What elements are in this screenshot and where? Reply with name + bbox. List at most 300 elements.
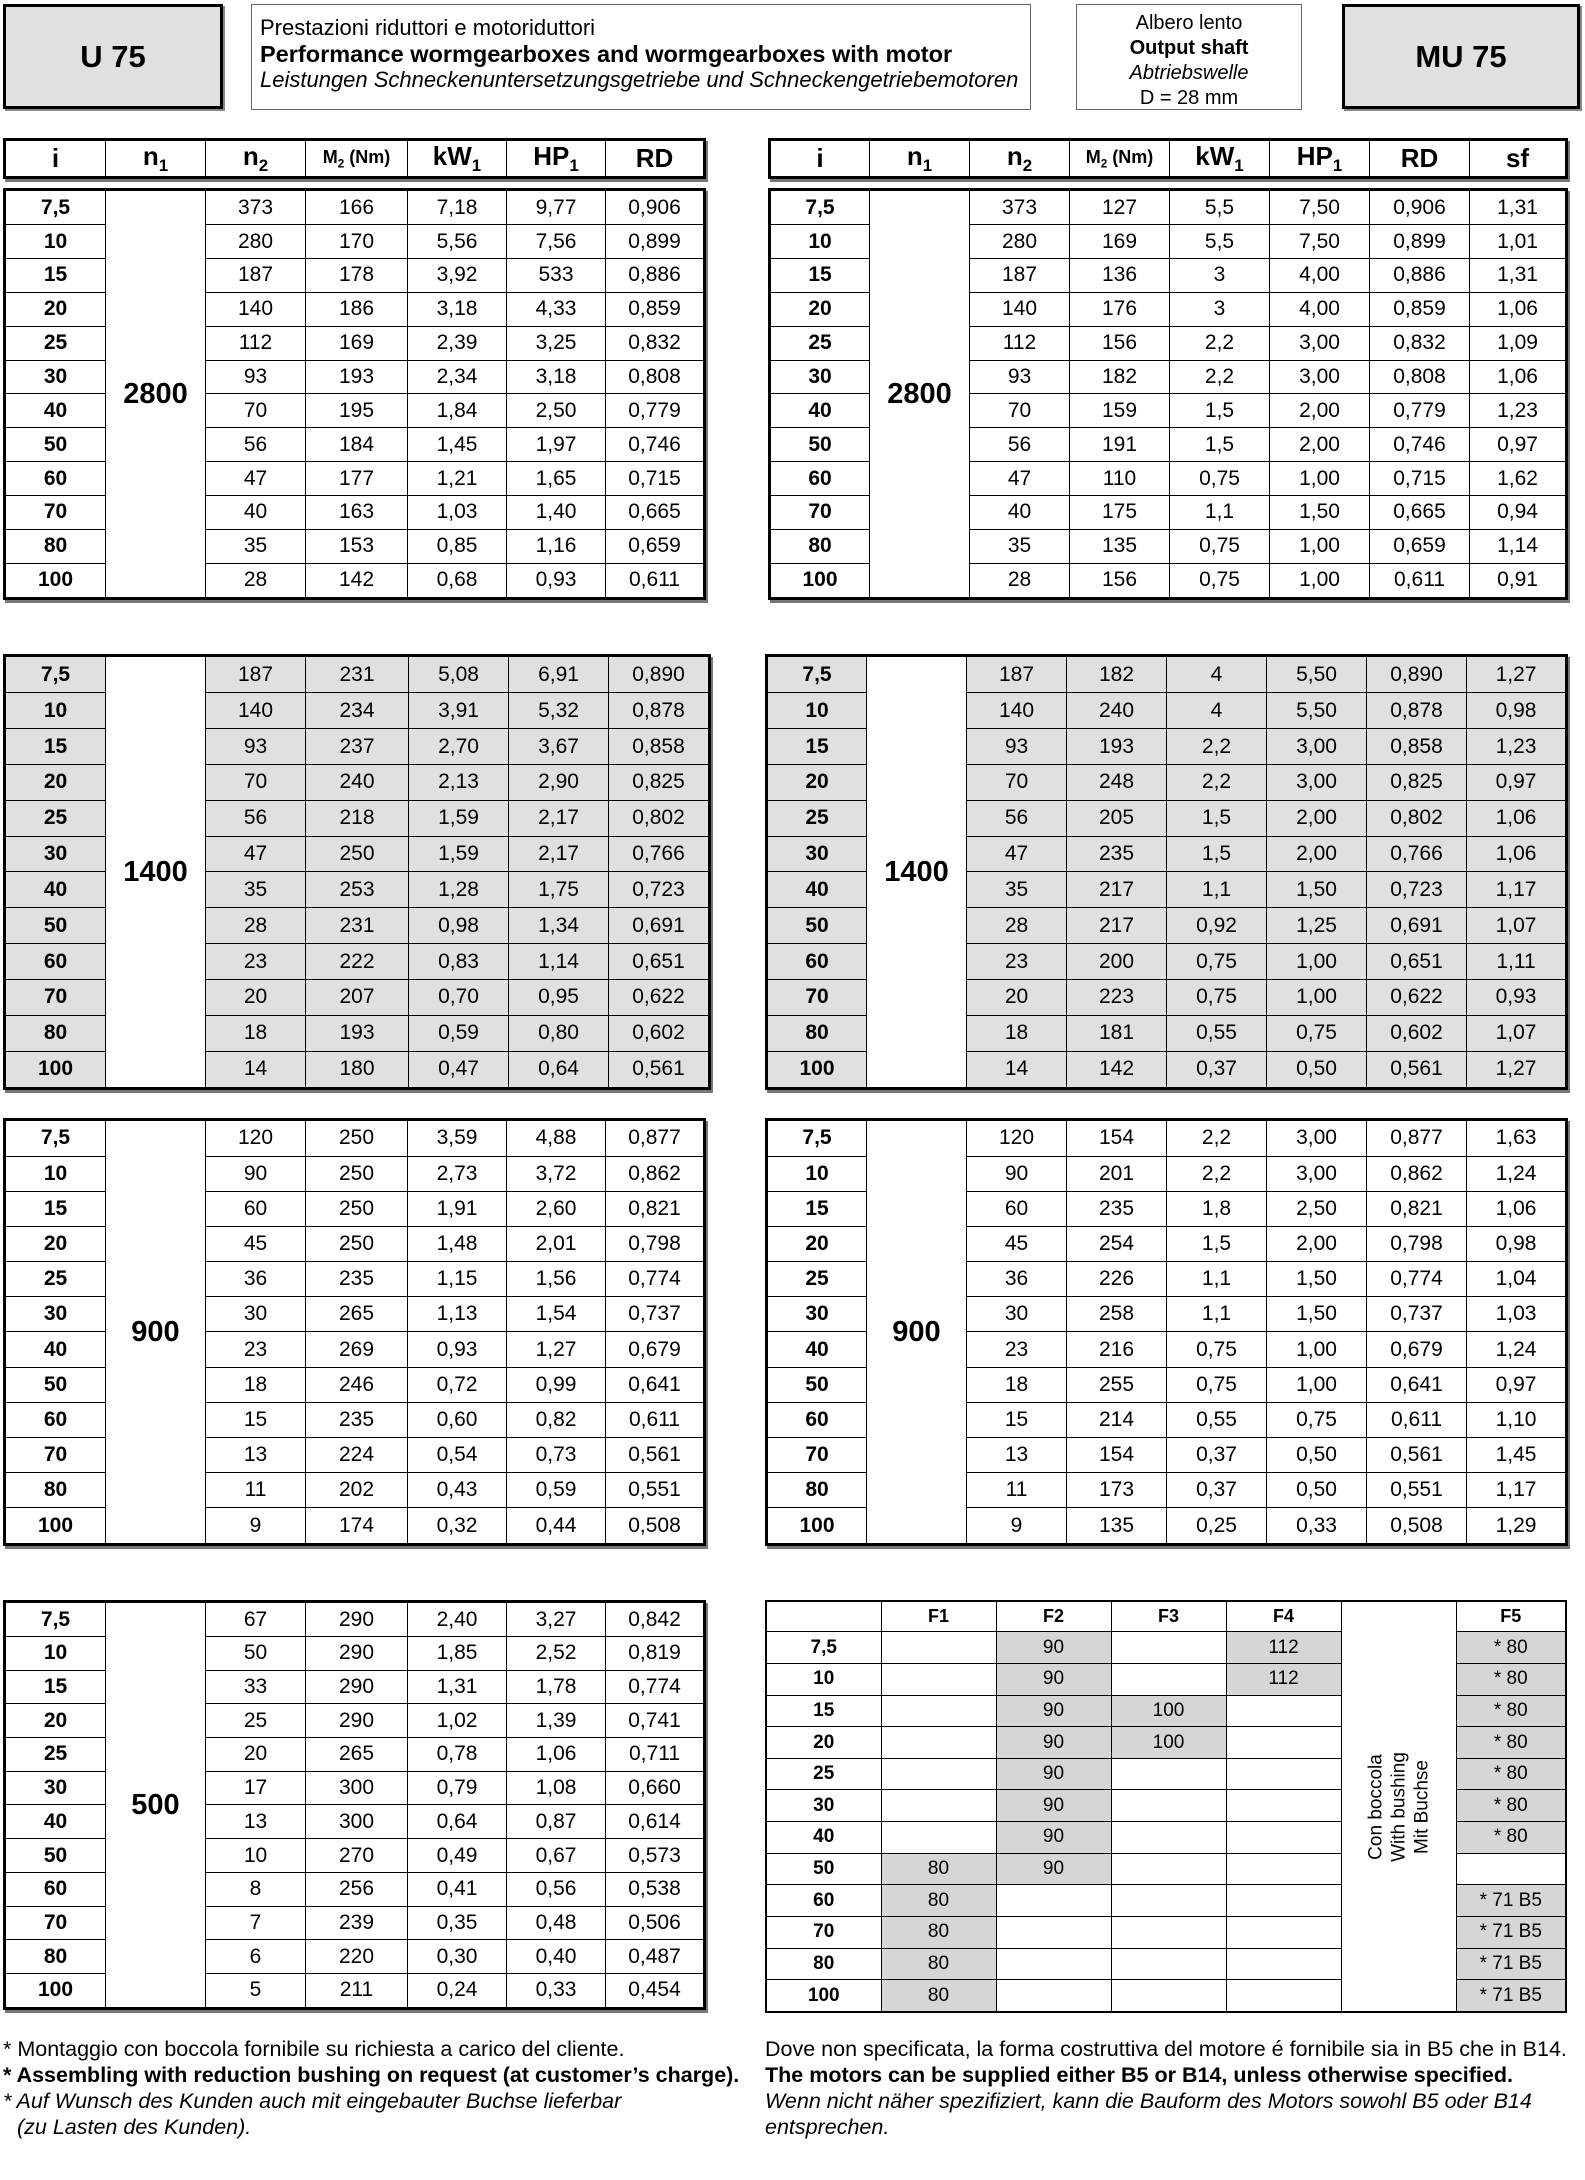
value-cell: 93 xyxy=(206,729,306,765)
value-cell: 70 xyxy=(206,764,306,800)
value-cell: 0,55 xyxy=(1167,1402,1267,1437)
flange-header-f5: F5 xyxy=(1456,1601,1566,1632)
value-cell: 0,691 xyxy=(609,908,710,944)
right-code-box xyxy=(1342,4,1580,109)
value-cell: 1,06 xyxy=(1470,360,1567,394)
value-cell: 3,18 xyxy=(507,360,606,394)
value-cell: 1,84 xyxy=(408,394,507,428)
value-cell: 0,746 xyxy=(1370,428,1470,462)
value-cell: 256 xyxy=(306,1872,408,1906)
value-cell: 231 xyxy=(306,656,409,693)
value-cell: 0,75 xyxy=(1170,529,1270,563)
value-cell: 0,611 xyxy=(1370,563,1470,598)
ratio-cell: 40 xyxy=(766,1822,881,1854)
value-cell: 60 xyxy=(206,1191,306,1226)
value-cell: 20 xyxy=(206,1738,306,1772)
ratio-cell: 80 xyxy=(767,1015,867,1051)
value-cell: 193 xyxy=(306,360,408,394)
ratio-cell: 40 xyxy=(5,394,106,428)
shaft-diameter: D = 28 mm xyxy=(1139,87,1239,109)
flange-f2-cell: 90 xyxy=(996,1727,1111,1759)
value-cell: 5,50 xyxy=(1267,693,1367,729)
value-cell: 0,99 xyxy=(507,1367,606,1402)
ratio-cell: 25 xyxy=(5,326,106,360)
value-cell: 0,75 xyxy=(1167,980,1267,1016)
value-cell: 1,85 xyxy=(408,1637,507,1671)
value-cell: 0,886 xyxy=(1370,259,1470,293)
ratio-cell: 100 xyxy=(5,1508,106,1545)
col-header-n1: $n_1$ xyxy=(870,140,970,178)
flange-f5-cell xyxy=(1456,1853,1566,1885)
table-row xyxy=(5,1120,705,1157)
value-cell: 0,75 xyxy=(1170,462,1270,496)
flange-f2-cell xyxy=(996,1885,1111,1917)
value-cell: 217 xyxy=(1067,908,1167,944)
value-cell: 0,779 xyxy=(1370,394,1470,428)
flange-header-row xyxy=(766,1601,1566,1632)
shaft-de: Abtriebswelle xyxy=(1129,62,1249,84)
value-cell: 0,75 xyxy=(1267,1402,1367,1437)
flange-f2-cell xyxy=(996,1948,1111,1980)
value-cell: 0,32 xyxy=(408,1508,507,1545)
value-cell: 231 xyxy=(306,908,409,944)
value-cell: 1,34 xyxy=(509,908,609,944)
ratio-cell: 7,5 xyxy=(5,1602,106,1637)
value-cell: 36 xyxy=(967,1262,1067,1297)
flange-f3-cell: 100 xyxy=(1111,1727,1226,1759)
value-cell: 154 xyxy=(1067,1120,1167,1157)
value-cell: 11 xyxy=(967,1473,1067,1508)
n1-value: 1400 xyxy=(106,656,206,1089)
value-cell: 182 xyxy=(1067,656,1167,693)
ratio-cell: 100 xyxy=(770,563,870,598)
value-cell: 177 xyxy=(306,462,408,496)
value-cell: 0,766 xyxy=(1367,836,1467,872)
value-cell: 0,573 xyxy=(606,1839,705,1873)
value-cell: 15 xyxy=(967,1402,1067,1437)
ratio-cell: 50 xyxy=(767,1367,867,1402)
value-cell: 0,44 xyxy=(507,1508,606,1545)
right-table-1400 xyxy=(765,654,1568,1090)
ratio-cell: 70 xyxy=(770,495,870,529)
ratio-cell: 80 xyxy=(5,529,106,563)
value-cell: 1,24 xyxy=(1467,1332,1567,1367)
value-cell: 6,91 xyxy=(509,656,609,693)
value-cell: 1,31 xyxy=(1470,190,1567,225)
value-cell: 1,17 xyxy=(1467,1473,1567,1508)
value-cell: 0,538 xyxy=(606,1872,705,1906)
value-cell: 3,00 xyxy=(1270,326,1370,360)
notes-left xyxy=(3,2036,763,2140)
value-cell: 0,798 xyxy=(606,1226,705,1261)
value-cell: 0,906 xyxy=(606,190,705,225)
value-cell: 14 xyxy=(206,1051,306,1088)
value-cell: 5,08 xyxy=(409,656,509,693)
flange-f2-cell xyxy=(996,1916,1111,1948)
value-cell: 0,70 xyxy=(409,980,509,1016)
value-cell: 0,64 xyxy=(408,1805,507,1839)
ratio-cell: 10 xyxy=(5,1637,106,1671)
shaft-it: Albero lento xyxy=(1135,12,1243,34)
flange-f5-cell: * 71 B5 xyxy=(1456,1885,1566,1917)
ratio-cell: 25 xyxy=(5,800,106,836)
value-cell: 201 xyxy=(1067,1156,1167,1191)
ratio-cell: 80 xyxy=(5,1015,106,1051)
value-cell: 1,8 xyxy=(1167,1191,1267,1226)
note-left-de1: * Auf Wunsch des Kunden auch mit eingebauter Buchse lieferbar xyxy=(3,2089,622,2113)
value-cell: 1,03 xyxy=(408,495,507,529)
flange-f1-cell xyxy=(881,1727,996,1759)
value-cell: 47 xyxy=(206,462,306,496)
value-cell: 60 xyxy=(967,1191,1067,1226)
ratio-cell: 100 xyxy=(767,1051,867,1088)
ratio-cell: 70 xyxy=(5,495,106,529)
value-cell: 1,5 xyxy=(1170,394,1270,428)
value-cell: 0,64 xyxy=(509,1051,609,1088)
flange-f1-cell: 80 xyxy=(881,1980,996,2012)
value-cell: 56 xyxy=(970,428,1070,462)
ratio-cell: 80 xyxy=(767,1473,867,1508)
value-cell: 136 xyxy=(1070,259,1170,293)
value-cell: 28 xyxy=(206,563,306,598)
value-cell: 0,737 xyxy=(606,1297,705,1332)
value-cell: 300 xyxy=(306,1805,408,1839)
value-cell: 533 xyxy=(507,259,606,293)
value-cell: 202 xyxy=(306,1473,408,1508)
value-cell: 224 xyxy=(306,1437,408,1472)
value-cell: 1,00 xyxy=(1270,462,1370,496)
ratio-cell: 70 xyxy=(5,1906,106,1940)
value-cell: 110 xyxy=(1070,462,1170,496)
value-cell: 8 xyxy=(206,1872,306,1906)
value-cell: 0,37 xyxy=(1167,1473,1267,1508)
value-cell: 2,00 xyxy=(1270,428,1370,462)
col-header-i: i xyxy=(770,140,870,178)
value-cell: 0,611 xyxy=(606,563,705,598)
table-row xyxy=(5,656,710,693)
value-cell: 25 xyxy=(206,1704,306,1738)
value-cell: 0,641 xyxy=(1367,1367,1467,1402)
value-cell: 0,82 xyxy=(507,1402,606,1437)
flange-f2-cell: 90 xyxy=(996,1853,1111,1885)
value-cell: 17 xyxy=(206,1771,306,1805)
ratio-cell: 80 xyxy=(5,1940,106,1974)
value-cell: 0,50 xyxy=(1267,1437,1367,1472)
ratio-cell: 50 xyxy=(770,428,870,462)
value-cell: 0,842 xyxy=(606,1602,705,1637)
value-cell: 18 xyxy=(206,1367,306,1402)
ratio-cell: 50 xyxy=(766,1853,881,1885)
flange-f4-cell xyxy=(1226,1822,1341,1854)
value-cell: 1,45 xyxy=(1467,1437,1567,1472)
flange-f3-cell xyxy=(1111,1664,1226,1696)
value-cell: 1,45 xyxy=(408,428,507,462)
value-cell: 18 xyxy=(206,1015,306,1051)
title-box xyxy=(251,4,1031,110)
value-cell: 216 xyxy=(1067,1332,1167,1367)
value-cell: 0,85 xyxy=(408,529,507,563)
table-row xyxy=(767,656,1567,693)
value-cell: 67 xyxy=(206,1602,306,1637)
value-cell: 36 xyxy=(206,1262,306,1297)
value-cell: 2,34 xyxy=(408,360,507,394)
value-cell: 1,00 xyxy=(1267,1332,1367,1367)
ratio-cell: 60 xyxy=(767,944,867,980)
value-cell: 3,91 xyxy=(409,693,509,729)
value-cell: 5,5 xyxy=(1170,225,1270,259)
note-right-it: Dove non specificata, la forma costruttiva del motore é fornibile sia in B5 che in B14. xyxy=(765,2037,1567,2061)
ratio-cell: 60 xyxy=(766,1885,881,1917)
value-cell: 280 xyxy=(970,225,1070,259)
value-cell: 0,454 xyxy=(606,1973,705,2008)
value-cell: 1,27 xyxy=(507,1332,606,1367)
value-cell: 0,59 xyxy=(409,1015,509,1051)
value-cell: 0,808 xyxy=(1370,360,1470,394)
value-cell: 3,67 xyxy=(509,729,609,765)
bushing-label: With bushing xyxy=(1388,1751,1409,1862)
flange-f4-cell xyxy=(1226,1695,1341,1727)
value-cell: 176 xyxy=(1070,292,1170,326)
ratio-cell: 7,5 xyxy=(767,656,867,693)
value-cell: 1,06 xyxy=(1470,292,1567,326)
note-left-de2: (zu Lasten des Kunden). xyxy=(17,2115,252,2139)
value-cell: 0,899 xyxy=(1370,225,1470,259)
value-cell: 7,18 xyxy=(408,190,507,225)
value-cell: 180 xyxy=(306,1051,409,1088)
value-cell: 0,779 xyxy=(606,394,705,428)
ratio-cell: 10 xyxy=(766,1664,881,1696)
ratio-cell: 60 xyxy=(5,1402,106,1437)
flange-f2-cell: 90 xyxy=(996,1758,1111,1790)
value-cell: 2,2 xyxy=(1167,729,1267,765)
flange-header-f3: F3 xyxy=(1111,1601,1226,1632)
ratio-cell: 30 xyxy=(766,1790,881,1822)
value-cell: 0,832 xyxy=(1370,326,1470,360)
value-cell: 0,602 xyxy=(609,1015,710,1051)
ratio-cell: 40 xyxy=(5,872,106,908)
value-cell: 1,00 xyxy=(1267,980,1367,1016)
value-cell: 1,5 xyxy=(1167,836,1267,872)
value-cell: 93 xyxy=(970,360,1070,394)
value-cell: 0,49 xyxy=(408,1839,507,1873)
value-cell: 0,862 xyxy=(1367,1156,1467,1191)
ratio-cell: 7,5 xyxy=(5,656,106,693)
ratio-cell: 20 xyxy=(767,764,867,800)
flange-f5-cell: * 80 xyxy=(1456,1632,1566,1664)
ratio-cell: 25 xyxy=(770,326,870,360)
value-cell: 246 xyxy=(306,1367,408,1402)
value-cell: 112 xyxy=(970,326,1070,360)
value-cell: 1,29 xyxy=(1467,1508,1567,1545)
value-cell: 0,79 xyxy=(408,1771,507,1805)
value-cell: 0,723 xyxy=(609,872,710,908)
value-cell: 7,56 xyxy=(507,225,606,259)
value-cell: 3,27 xyxy=(507,1602,606,1637)
value-cell: 1,54 xyxy=(507,1297,606,1332)
value-cell: 0,561 xyxy=(1367,1051,1467,1088)
flange-f1-cell xyxy=(881,1758,996,1790)
value-cell: 0,91 xyxy=(1470,563,1567,598)
flange-table xyxy=(765,1600,1567,2013)
value-cell: 0,832 xyxy=(606,326,705,360)
value-cell: 0,659 xyxy=(1370,529,1470,563)
value-cell: 28 xyxy=(970,563,1070,598)
value-cell: 195 xyxy=(306,394,408,428)
value-cell: 0,93 xyxy=(408,1332,507,1367)
value-cell: 156 xyxy=(1070,563,1170,598)
value-cell: 1,00 xyxy=(1270,529,1370,563)
value-cell: 2,70 xyxy=(409,729,509,765)
value-cell: 1,02 xyxy=(408,1704,507,1738)
value-cell: 175 xyxy=(1070,495,1170,529)
col-header-rd: RD xyxy=(1370,140,1470,178)
value-cell: 0,508 xyxy=(1367,1508,1467,1545)
col-header-hp1: $HP_1$ xyxy=(1270,140,1370,178)
col-header-kw1: $kW_1$ xyxy=(1170,140,1270,178)
value-cell: 1,06 xyxy=(1467,836,1567,872)
value-cell: 0,774 xyxy=(606,1670,705,1704)
value-cell: 3,18 xyxy=(408,292,507,326)
value-cell: 35 xyxy=(967,872,1067,908)
value-cell: 0,30 xyxy=(408,1940,507,1974)
col-header-sf: sf xyxy=(1470,140,1567,178)
flange-f1-cell: 80 xyxy=(881,1853,996,1885)
value-cell: 47 xyxy=(967,836,1067,872)
ratio-cell: 100 xyxy=(767,1508,867,1545)
value-cell: 93 xyxy=(206,360,306,394)
value-cell: 40 xyxy=(970,495,1070,529)
value-cell: 0,614 xyxy=(606,1805,705,1839)
value-cell: 47 xyxy=(206,836,306,872)
value-cell: 0,906 xyxy=(1370,190,1470,225)
value-cell: 1,03 xyxy=(1467,1297,1567,1332)
value-cell: 0,602 xyxy=(1367,1015,1467,1051)
value-cell: 0,877 xyxy=(606,1120,705,1157)
ratio-cell: 70 xyxy=(5,1437,106,1472)
ratio-cell: 10 xyxy=(5,225,106,259)
value-cell: 0,60 xyxy=(408,1402,507,1437)
value-cell: 269 xyxy=(306,1332,408,1367)
value-cell: 0,741 xyxy=(606,1704,705,1738)
value-cell: 0,33 xyxy=(1267,1508,1367,1545)
value-cell: 0,878 xyxy=(609,693,710,729)
value-cell: 265 xyxy=(306,1297,408,1332)
ratio-cell: 60 xyxy=(767,1402,867,1437)
value-cell: 156 xyxy=(1070,326,1170,360)
value-cell: 1,27 xyxy=(1467,1051,1567,1088)
value-cell: 0,54 xyxy=(408,1437,507,1472)
value-cell: 0,56 xyxy=(507,1872,606,1906)
ratio-cell: 70 xyxy=(766,1916,881,1948)
value-cell: 93 xyxy=(967,729,1067,765)
value-cell: 1,01 xyxy=(1470,225,1567,259)
value-cell: 7 xyxy=(206,1906,306,1940)
value-cell: 0,87 xyxy=(507,1805,606,1839)
ratio-cell: 30 xyxy=(767,1297,867,1332)
title-de: Leistungen Schneckenuntersetzungsgetriebe und Schneckengetriebemotoren xyxy=(260,67,1019,92)
value-cell: 1,1 xyxy=(1170,495,1270,529)
ratio-cell: 80 xyxy=(766,1948,881,1980)
value-cell: 0,75 xyxy=(1267,1015,1367,1051)
right-code: MU 75 xyxy=(1415,38,1507,74)
value-cell: 0,890 xyxy=(609,656,710,693)
right-table-900 xyxy=(765,1118,1568,1546)
value-cell: 250 xyxy=(306,1191,408,1226)
ratio-cell: 7,5 xyxy=(770,190,870,225)
value-cell: 90 xyxy=(206,1156,306,1191)
value-cell: 290 xyxy=(306,1637,408,1671)
value-cell: 1,08 xyxy=(507,1771,606,1805)
value-cell: 18 xyxy=(967,1015,1067,1051)
ratio-cell: 80 xyxy=(5,1473,106,1508)
value-cell: 239 xyxy=(306,1906,408,1940)
value-cell: 0,886 xyxy=(606,259,705,293)
ratio-cell: 50 xyxy=(5,1367,106,1402)
value-cell: 235 xyxy=(306,1262,408,1297)
value-cell: 2,2 xyxy=(1170,326,1270,360)
flange-f3-cell xyxy=(1111,1980,1226,2012)
ratio-cell: 15 xyxy=(5,729,106,765)
value-cell: 0,75 xyxy=(1167,944,1267,980)
value-cell: 1,50 xyxy=(1267,1262,1367,1297)
col-header-n1: $n_1$ xyxy=(106,140,206,178)
value-cell: 1,62 xyxy=(1470,462,1567,496)
value-cell: 2,90 xyxy=(509,764,609,800)
value-cell: 178 xyxy=(306,259,408,293)
value-cell: 0,59 xyxy=(507,1473,606,1508)
flange-f3-cell xyxy=(1111,1790,1226,1822)
n1-value: 900 xyxy=(106,1120,206,1545)
left-table-900 xyxy=(3,1118,706,1546)
ratio-cell: 60 xyxy=(5,1872,106,1906)
ratio-cell: 100 xyxy=(766,1980,881,2012)
value-cell: 140 xyxy=(206,292,306,326)
bushing-label: Con boccola xyxy=(1365,1753,1386,1860)
value-cell: 270 xyxy=(306,1839,408,1873)
value-cell: 1,24 xyxy=(1467,1156,1567,1191)
value-cell: 2,39 xyxy=(408,326,507,360)
value-cell: 0,72 xyxy=(408,1367,507,1402)
value-cell: 0,37 xyxy=(1167,1437,1267,1472)
value-cell: 1,97 xyxy=(507,428,606,462)
flange-f3-cell: 100 xyxy=(1111,1695,1226,1727)
value-cell: 127 xyxy=(1070,190,1170,225)
value-cell: 217 xyxy=(1067,872,1167,908)
value-cell: 1,00 xyxy=(1267,944,1367,980)
value-cell: 0,93 xyxy=(507,563,606,598)
value-cell: 0,83 xyxy=(409,944,509,980)
note-left-it: * Montaggio con boccola fornibile su richiesta a carico del cliente. xyxy=(3,2037,625,2061)
value-cell: 142 xyxy=(1067,1051,1167,1088)
flange-f3-cell xyxy=(1111,1916,1226,1948)
value-cell: 0,679 xyxy=(606,1332,705,1367)
ratio-cell: 30 xyxy=(5,360,106,394)
ratio-cell: 10 xyxy=(767,693,867,729)
table-row xyxy=(5,1602,705,1637)
value-cell: 0,651 xyxy=(609,944,710,980)
note-right-en: The motors can be supplied either B5 or B14, unless otherwise specified. xyxy=(765,2063,1513,2087)
value-cell: 70 xyxy=(206,394,306,428)
flange-f4-cell xyxy=(1226,1885,1341,1917)
value-cell: 3,00 xyxy=(1267,764,1367,800)
value-cell: 20 xyxy=(206,980,306,1016)
value-cell: 0,659 xyxy=(606,529,705,563)
value-cell: 2,00 xyxy=(1267,1226,1367,1261)
flange-header-f1: F1 xyxy=(881,1601,996,1632)
value-cell: 0,551 xyxy=(1367,1473,1467,1508)
value-cell: 0,551 xyxy=(606,1473,705,1508)
value-cell: 30 xyxy=(206,1297,306,1332)
